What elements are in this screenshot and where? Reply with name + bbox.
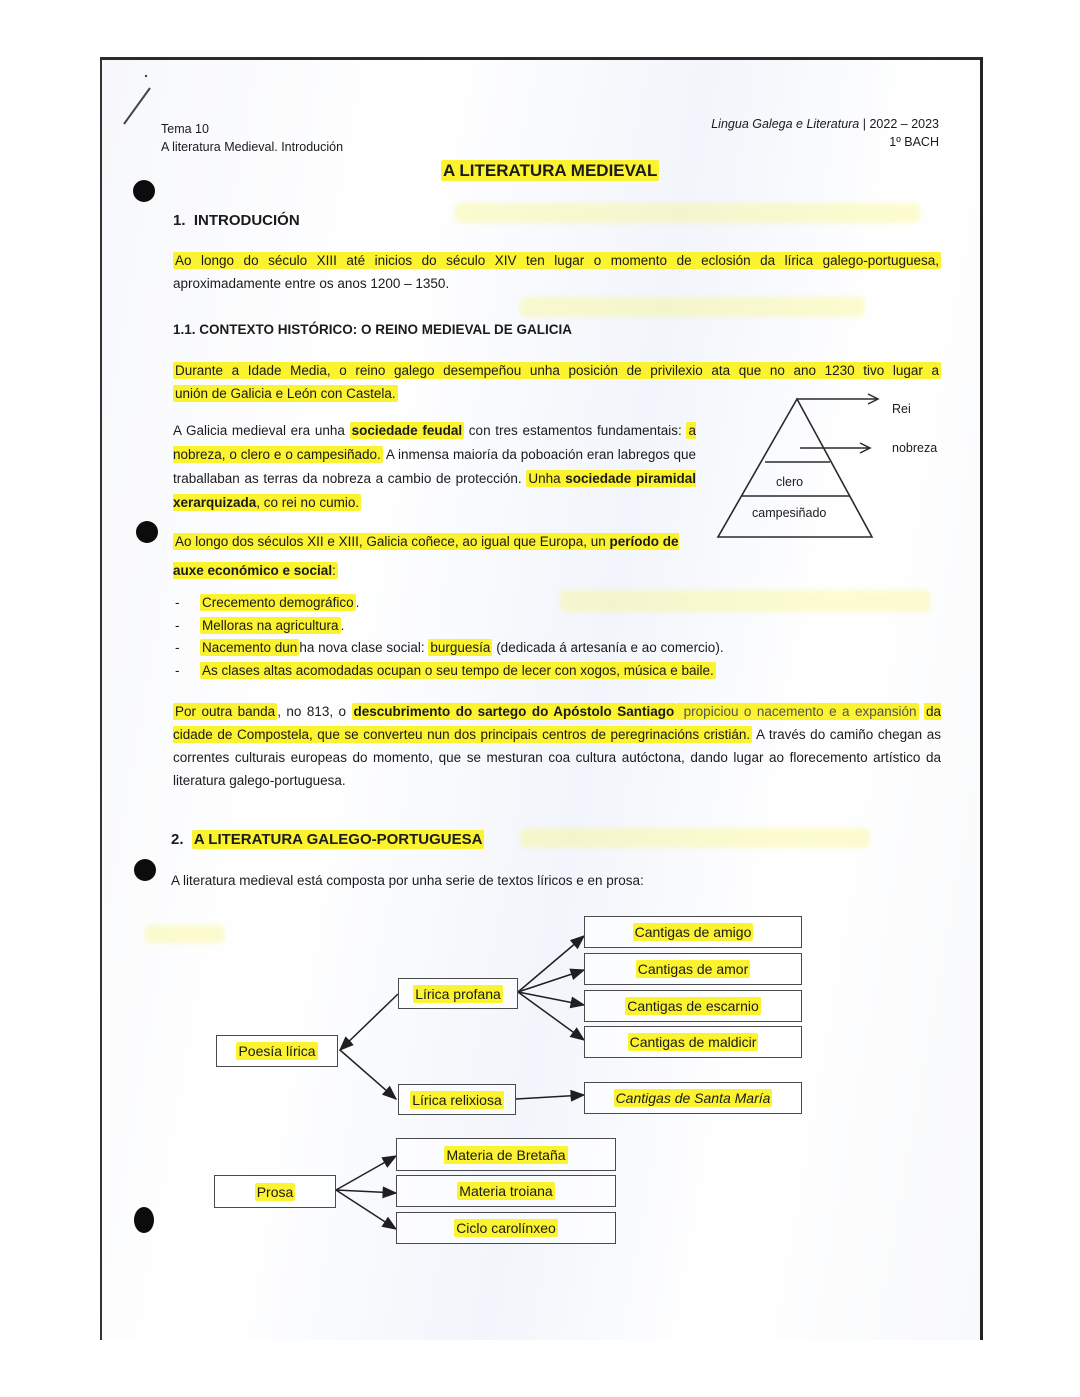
paragraph-text: aproximadamente entre os anos 1200 – 1350.: [173, 276, 450, 291]
list-item: [173, 615, 933, 638]
node-lirica-profana: [398, 978, 518, 1009]
node-label: Cantigas de Santa María: [615, 1090, 771, 1106]
pyramid-label-campesinado: campesiñado: [752, 506, 827, 520]
pyramid-label-nobreza: nobreza: [892, 441, 938, 455]
node-materia-bretana: [396, 1138, 616, 1171]
subject-name: Lingua Galega e Literatura: [711, 117, 860, 131]
page-title-text: A LITERATURA MEDIEVAL: [443, 161, 658, 180]
pyramid-label-rei: Rei: [892, 402, 911, 416]
node-prosa: [214, 1175, 336, 1208]
node-cantigas-amigo: [584, 916, 802, 948]
node-cantigas-escarnio: [584, 990, 802, 1022]
section-1-heading: [173, 212, 300, 229]
feudal-society-paragraph: [173, 419, 696, 515]
santiago-paragraph: [173, 700, 941, 792]
topic-number: Tema 10: [161, 122, 209, 136]
hole-punch: [134, 859, 156, 881]
text: , no 813, o: [277, 704, 352, 719]
highlighted-text: burguesía: [430, 640, 491, 655]
node-label: Materia de Bretaña: [446, 1146, 566, 1163]
highlighted-text: Por outra banda: [175, 704, 276, 719]
bold-highlight: descubrimento do sartego do Apóstolo Santiago: [353, 704, 675, 719]
node-label: Cantigas de maldicir: [629, 1034, 757, 1050]
node-materia-troiana: [396, 1175, 616, 1207]
section-2-heading: [171, 831, 484, 848]
bleed-highlight: [145, 925, 225, 943]
node-label: Cantigas de escarnio: [627, 998, 759, 1014]
node-cantigas-maldicir: [584, 1026, 802, 1058]
section-title: A LITERATURA GALEGO-PORTUGUESA: [193, 831, 483, 848]
highlighted-text: Unha: [528, 471, 566, 486]
bleed-highlight: [520, 828, 870, 848]
page-title: [441, 161, 659, 181]
node-label: Prosa: [256, 1183, 294, 1200]
growth-paragraph: [173, 527, 698, 585]
node-ciclo-carolinxeo: [396, 1212, 616, 1244]
highlighted-text: Crecemento demográfico: [202, 595, 354, 610]
school-years: 2022 – 2023: [869, 117, 939, 131]
node-label: Cantigas de amigo: [634, 924, 752, 940]
highlighted-text: Melloras na agricultura: [202, 617, 339, 633]
list-item: [173, 592, 933, 615]
highlighted-text: unión de Galicia e León con Castela.: [175, 386, 396, 401]
highlighted-text: a nobreza, o clero e o campesiñado.: [173, 423, 696, 462]
highlighted-text: da cidade de Compostela, que se converteu nun dos principais centros de peregrinacións cristián.: [173, 704, 941, 742]
bleed-highlight: [520, 297, 865, 317]
separator: |: [862, 117, 866, 131]
node-label: Materia troiana: [459, 1183, 553, 1199]
node-lirica-relixiosa: [398, 1084, 516, 1115]
text: A Galicia medieval era unha: [173, 423, 350, 438]
section-2-intro: A literatura medieval está composta por unha serie de textos líricos e en prosa:: [171, 873, 644, 888]
highlighted-text: , co rei no cumio.: [256, 495, 360, 510]
bold-text: sociedade piramidal xerarquizada: [173, 471, 696, 510]
section-1-1-heading: 1.1. CONTEXTO HISTÓRICO: O REINO MEDIEVAL DE GALICIA: [173, 322, 573, 337]
pyramid-label-clero: clero: [776, 475, 804, 489]
section-number: 2.: [171, 831, 184, 848]
text: .: [355, 595, 360, 610]
text: A través do camiño chegan as correntes culturais europeas do momento, que se mesturan coa cultura autóctona, dando lugar ao florecemento artístico da literatura galego-portuguesa.: [173, 727, 941, 788]
highlighted-text: Nacemento dun: [202, 640, 298, 655]
growth-bullet-list: [173, 592, 933, 682]
node-label: Poesía lírica: [238, 1043, 316, 1059]
hole-punch: [134, 1207, 154, 1233]
header-left: [161, 120, 343, 156]
topic-title: A literatura Medieval. Introdución: [161, 140, 344, 154]
highlighted-text: Ao longo dos séculos XII e XIII, Galicia coñece, ao igual que Europa, un: [175, 534, 610, 549]
list-item: [173, 637, 933, 660]
bleed-highlight: [455, 203, 920, 223]
intro-paragraph: [173, 249, 941, 295]
node-label: Cantigas de amor: [637, 961, 749, 977]
text: A inmensa maioría da poboación eran labregos que traballaban as terras da nobreza a cambio de protección.: [173, 447, 696, 486]
hole-punch: [133, 180, 155, 202]
section-number: 1.: [173, 212, 186, 229]
node-label: Ciclo carolínxeo: [456, 1220, 556, 1236]
highlighted-text: propiciou o nacemento e a expansión: [678, 704, 917, 719]
section-title: INTRODUCIÓN: [193, 212, 300, 229]
highlighted-text: Ao longo do século XIII até inicios do século XIV ten lugar o momento de eclosión da lírica galego-portuguesa,: [175, 253, 939, 268]
node-label: Lírica relixiosa: [412, 1091, 502, 1108]
course-level: 1º BACH: [889, 135, 939, 149]
context-paragraph: [173, 359, 941, 405]
bold-text: período de auxe económico e social: [173, 534, 679, 578]
text: :: [332, 563, 336, 578]
highlighted-text: Durante a Idade Media, o reino galego desempeñou unha posición de privilexio ata que no ano 1230 tivo lugar a: [175, 363, 939, 378]
node-poesia-lirica: [216, 1035, 338, 1067]
text: .: [340, 617, 345, 633]
list-item: [173, 660, 933, 683]
node-label: Lírica profana: [415, 985, 501, 1002]
highlighted-text: As clases altas acomodadas ocupan o seu tempo de lecer con xogos, música e baile.: [202, 662, 714, 678]
node-cantigas-santa-maria: [584, 1082, 802, 1114]
text: con tres estamentos fundamentais:: [464, 423, 687, 438]
bold-highlight: sociedade feudal: [351, 423, 463, 438]
header-right: [711, 115, 939, 151]
node-cantigas-amor: [584, 953, 802, 985]
hole-punch: [136, 521, 158, 543]
text: ha nova clase social:: [299, 640, 429, 655]
text: (dedicada á artesanía e ao comercio).: [492, 640, 724, 655]
